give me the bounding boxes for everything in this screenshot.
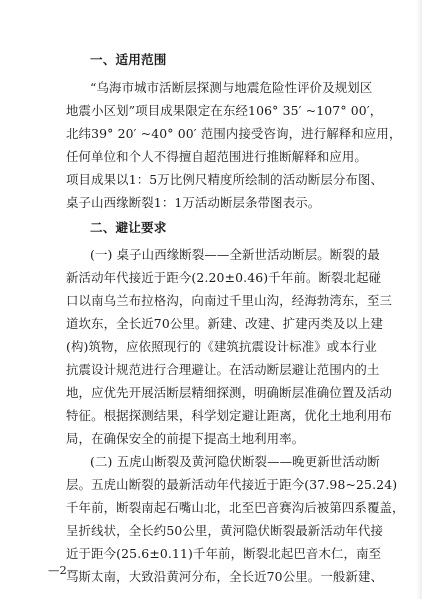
paragraph-line: 地震小区划”项目成果限定在东经106° 35′ ~107° 00′， [66,103,383,118]
paragraph-line: 近于距今(25.6±0.11)千年前，断裂北起巴音木仁，南至 [66,546,382,561]
page-edge-shadow [416,0,422,599]
paragraph-line: 项目成果以1：5万比例尺精度所绘制的活动断层分布图、 [66,172,384,187]
paragraph-line: (二) 五虎山断裂及黄河隐伏断裂——晚更新世活动断 [90,454,380,469]
section-heading-scope: 一、适用范围 [90,52,167,67]
paragraph-line: 北纬39° 20′ ~40° 00′ 范围内接受咨询，进行解释和应用， [66,126,402,141]
paragraph-line: 千年前，断裂南起石嘴山北，北至巴音赛沟后被第四系覆盖， [66,500,405,515]
paragraph-line: 新活动年代接近于距今(2.20±0.46)千年前。断裂北起碰 [66,270,382,285]
paragraph-line: 乌斯太南，大致沿黄河分布，全长近70公里。一般新建、 [66,569,384,584]
paragraph-line: “乌海市城市活断层探测与地震危险性评价及规划区 [90,80,373,95]
paragraph-line: 桌子山西缘断裂1：1万活动断层条带图表示。 [66,195,321,210]
page-number: —2— [48,563,79,577]
paragraph-line: 地，应优先开展活断层精细探测，明确断层准确位置及活动 [66,385,393,400]
section-heading-avoidance: 二、避让要求 [90,220,167,235]
paragraph-line: 局，在确保安全的前提下提高土地利用率。 [66,431,305,446]
paragraph-line: 特征。根据探测结果，科学划定避让距离，优化土地利用布 [66,408,393,423]
paragraph-line: 任何单位和个人不得擅自超范围进行推断解释和应用。 [66,149,367,164]
paragraph-line: 呈折线状，全长约50公里，黄河隐伏断裂最新活动年代接 [66,523,384,538]
paragraph-line: 道坎东，全长近70公里。新建、改建、扩建丙类及以上建 [66,316,384,331]
paragraph-line: 层。五虎山断裂的最新活动年代接近于距今(37.98~25.24) [66,477,398,492]
paragraph-line: 抗震设计规范进行合理避让。在活动断层避让范围内的土 [66,362,380,377]
paragraph-line: 口以南乌兰布拉格沟，向南过千里山沟，经海勃湾东，至三 [66,293,393,308]
paragraph-line: (一) 桌子山西缘断裂——全新世活动断层。断裂的最 [90,247,380,262]
paragraph-line: (构)筑物，应依照现行的《建筑抗震设计标准》或本行业 [66,339,377,354]
